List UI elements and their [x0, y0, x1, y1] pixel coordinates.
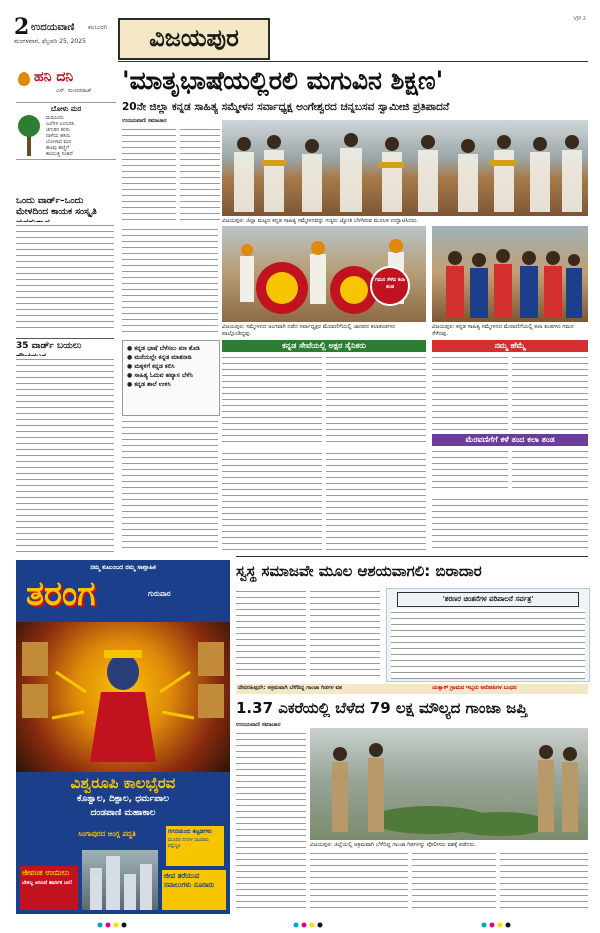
feature-rule — [236, 556, 588, 557]
highlights-box — [122, 340, 220, 416]
advert-top-line: ನಮ್ಮ ಕುಟುಂಬದ ನಮ್ಮ ಸಾಪ್ತಾಹಿಕ — [90, 564, 156, 571]
bottom-left-body — [16, 356, 114, 554]
advert-day: ಗುರುವಾರ — [148, 590, 171, 598]
poem-line: ಬೋಳಾದ ಮರ — [46, 139, 71, 145]
feature-body-col1 — [236, 588, 306, 680]
lead-body-col1b — [122, 226, 218, 336]
ganja-kicker-band — [236, 684, 588, 694]
section-box-2-title: ನಮ್ಮ ಹೆಮ್ಮೆ — [432, 340, 588, 352]
honey-drop-brand — [16, 68, 116, 98]
section-box-2-body2 — [512, 354, 588, 430]
highlight-item: ● ಮಕ್ಕಳಿಗೆ ಕನ್ನಡ ಕಲಿಸಿ — [127, 363, 175, 370]
ganja-body-col1 — [236, 730, 306, 908]
section-box-2 — [432, 340, 588, 430]
poem-illustration — [16, 112, 42, 156]
highlight-item: ● ಕನ್ನಡ ಭಾಷೆ ಬೆಳೆಸಲು ಪಣ ತೊಡಿ — [127, 345, 200, 352]
inauguration-photo — [222, 120, 588, 216]
paper-name: ಉದಯವಾಣಿ — [31, 22, 75, 33]
print-registration-bar — [60, 914, 540, 922]
highlight-item: ● ಮನೆಯಲ್ಲೇ ಕನ್ನಡ ಮಾತನಾಡಿ — [127, 354, 192, 361]
lead-body-col2 — [180, 126, 220, 220]
ganja-body-col2 — [310, 850, 408, 908]
advert-photo-strip — [82, 850, 158, 910]
section-box-3-title: ಮೆರವಣಿಗೆಗೆ ಕಳೆ ತಂದ ಕಲಾ ತಂಡ — [432, 434, 588, 446]
city-small: ಕಲಬುರಗಿ — [88, 24, 108, 31]
advert-promo4: ಗಗನಚುಂಬಿ ಕಟ್ಟಡಗಳು — [168, 828, 212, 835]
honey-drop-title: ಹನಿ ದನಿ — [34, 69, 74, 85]
ganja-photo — [310, 728, 588, 840]
lead-subheadline: 20ನೇ ಜಿಲ್ಲಾ ಕನ್ನಡ ಸಾಹಿತ್ಯ ಸಮ್ಮೇಳನ ಸರ್ವಾಧ್ಯಕ್ಷ ಅಂಗೇಶ್ವರದ ಚನ್ನಬಸವ ಸ್ವಾಮೀಜಿ ಪ್ರತಿಪಾದನೆ — [122, 101, 450, 113]
advert-feature-sub2: ದಂಡಪಾಣಿ ಮಹಾಕಾಲ — [90, 808, 156, 818]
section-box-3 — [432, 434, 588, 492]
taranga-advert — [16, 560, 230, 914]
ganja-body-col3 — [412, 850, 496, 908]
left-story-body — [16, 222, 114, 332]
feature-headline: ಸ್ವಸ್ಥ ಸಮಾಜವೇ ಮೂಲ ಆಶಯವಾಗಲಿ: ಬಿರಾದಾರ — [236, 562, 482, 580]
feature-quote-text: 'ಶರಣರ ಚಿಂತನೆಗಳ ಪರಿಪಾಲನೆ ಸರ್ವತ್ರ' — [397, 592, 579, 607]
lead-headline: 'ಮಾತೃಭಾಷೆಯಲ್ಲಿರಲಿ ಮಗುವಿನ ಶಿಕ್ಷಣ' — [122, 66, 444, 95]
ganja-kicker: ದೇವರಹಿಪ್ಪರಗಿ: ಅಕ್ರಮವಾಗಿ ಬೆಳೆದಿದ್ದ ಗಾಂಜಾ ಗಿಡಗಳ ವಶ — [238, 685, 343, 691]
advert-magazine-name: ತರಂಗ — [26, 574, 96, 614]
police-seizure-figures — [310, 728, 588, 840]
deity-illustration — [16, 622, 230, 772]
procession-caption: ವಿಜಯಪುರ: ಸಮ್ಮೇಳನದ ಅಂಗವಾಗಿ ನಡೆದ ಸರ್ವಾಧ್ಯಕ್ಷರ ಮೆರವಣಿಗೆಯಲ್ಲಿ ಜಾನಪದ ಕಲಾತಂಡಗಳು ಪಾಲ್ಗೊಂಡಿದ್ದವು. — [222, 324, 396, 337]
dancers-caption: ವಿಜಯಪುರ: ಕನ್ನಡ ಸಾಹಿತ್ಯ ಸಮ್ಮೇಳನದ ಮೆರವಣಿಗೆಯಲ್ಲಿ ಕಲಾ ತಂಡಗಳು ಗಮನ ಸೆಳೆದವು. — [432, 324, 574, 337]
kalabhairava-figure-icon — [16, 622, 230, 772]
section-box-1-body — [222, 354, 322, 446]
poem-line: ಮರವಿಂದು — [46, 115, 64, 121]
masthead-rule — [118, 61, 588, 62]
ganja-kicker2: ಯತ್ನಾಳ್ ಗ್ರಾಮದ ಇಬ್ಬರು ಆರೋಪಿಗಳ ಬಂಧನ — [432, 685, 517, 691]
corner-code: VJP 2 — [573, 16, 586, 22]
highlight-item: ● ಸಾಹಿತ್ಯ ಓದುವ ಹವ್ಯಾಸ ಬೆಳೆಸಿ — [127, 372, 193, 379]
section-box-1-body2 — [326, 354, 426, 446]
highlights-list — [123, 341, 219, 392]
advert-promo4-box — [166, 826, 224, 866]
edition-box — [118, 18, 270, 60]
poem-line: ನಾಳೆಯ ಹಸಿರು — [46, 133, 71, 139]
advert-promo1: ಜೀವಂತ ಉಯಿಲು — [22, 868, 70, 877]
feature-body-col2 — [310, 588, 380, 680]
advert-promo1-sub: ಬೇಕಿಲ್ಲ ಅನಿಸಿದೆ ಹಾರ್ದಿಕ ಜನ! — [22, 880, 73, 886]
lead-body-col1 — [122, 126, 176, 220]
edition-title: ವಿಜಯಪುರ — [149, 23, 239, 52]
lead-body-lower-c — [432, 496, 588, 552]
lead-dateline: ಉದಯವಾಣಿ ಸಮಾಚಾರ — [122, 118, 167, 124]
divider — [16, 338, 114, 339]
ganja-body-col4 — [500, 850, 588, 908]
poem-line: ಹೂವು ಹಣ್ಣಿಗೆ — [46, 145, 69, 151]
skyscraper-icon — [82, 850, 158, 910]
tree-icon — [16, 112, 42, 156]
procession-photo — [222, 226, 426, 322]
advert-feature-title: ವಿಶ್ವರೂಪಿ ಕಾಲಭೈರವ — [70, 774, 176, 792]
poem-title: ಬೋಳು ಮರ — [50, 105, 82, 113]
section-box-2-body — [432, 354, 508, 430]
art-troupe-badge-text: ಗಮನ ಸೆಳೆದ ಕಲಾ ತಂಡ — [375, 277, 405, 290]
honey-drop-author: ಎಸ್. ಸುಂದರರಾಜ್ — [56, 88, 92, 94]
lead-body-col1c — [122, 418, 218, 552]
advert-promo2-box — [162, 870, 226, 910]
advert-promo1-box — [20, 866, 78, 910]
drop-icon — [18, 72, 30, 86]
advert-promo3: ಸಿಂಗಾಪುರದ ಆಂಗ್ಲ ಪದ್ಧತಿ — [78, 830, 136, 838]
advert-promo2: ಜೀವ ತರೆಯುವ ಸವಾಲುಗಳು ನೂರಾರು — [164, 872, 215, 889]
highlight-item: ● ಕನ್ನಡ ಶಾಲೆ ಉಳಿಸಿ — [127, 381, 171, 388]
ganja-dateline: ಉದಯವಾಣಿ ಸಮಾಚಾರ — [236, 722, 281, 728]
ganja-caption: ವಿಜಯಪುರ: ಜಿಲ್ಲೆಯಲ್ಲಿ ಅಕ್ರಮವಾಗಿ ಬೆಳೆದಿದ್ದ ಗಾಂಜಾ ಗಿಡಗಳನ್ನು ಪೊಲೀಸರು ವಶಕ್ಕೆ ಪಡೆದರು. — [310, 842, 477, 848]
poem-line: ಎಲೆಗಳ ಉದುರಿಸಿ — [46, 121, 75, 127]
page-number: 2 — [14, 14, 30, 40]
lead-body-lower-b — [326, 450, 426, 552]
left-story-headline: ಒಂದು ವಾರ್ಡ್‌–ಒಂದು ಮೇಳದಿಂದ ಕಾಯಕ ಸಂಸ್ಕೃತಿ — [16, 196, 97, 217]
lead-body-lower-a — [222, 450, 322, 552]
feature-quote-box — [386, 588, 590, 682]
section-box-3-body — [432, 448, 508, 492]
poem-lines — [46, 115, 116, 157]
bottom-left-headline: 35 ವಾರ್ಡ್ ಬಯಲು — [16, 341, 82, 351]
section-box-3-body2 — [512, 448, 588, 492]
feature-quote-body — [391, 609, 585, 679]
poem-line: ಕಾಯುತ್ತ ನಿಂತಿದೆ — [46, 151, 73, 157]
crowd-figures — [222, 120, 588, 216]
advert-feature-sub1: ಕೊತ್ವಾಲ, ದಿಕ್ಪಾಲ, ಧರ್ಮಪಾಲ — [76, 794, 170, 804]
inauguration-caption: ವಿಜಯಪುರ: ಜಿಲ್ಲಾ ಮಟ್ಟದ ಕನ್ನಡ ಸಾಹಿತ್ಯ ಸಮ್ಮೇಳನವನ್ನು ಗಣ್ಯರು ಜ್ಯೋತಿ ಬೆಳಗಿಸುವ ಮೂಲಕ ಉದ್ಘಾಟಿಸಿದರು. — [222, 218, 419, 224]
dancers-photo — [432, 226, 588, 322]
section-box-1 — [222, 340, 426, 446]
section-box-1-title: ಕನ್ನಡ ಸೇವೆಯಲ್ಲಿ ಅಕ್ಷರ ಸೈನಿಕರು — [222, 340, 426, 352]
masthead — [0, 0, 600, 62]
art-troupe-badge — [370, 266, 410, 306]
dancers-figures — [432, 226, 588, 322]
advert-promo4-sub: ಮುಂದಿನ ದಿನಗಳ ಸಾವಿರಾರು ವಸ್ತುಸ್ಥಿತಿ — [168, 838, 209, 849]
date-line: ಮಂಗಳವಾರ, ಫೆಬ್ರವರಿ 25, 2025 — [14, 38, 86, 45]
poem-line: ಚಿಗುರಿನ ಕನಸು — [46, 127, 70, 133]
ganja-headline: 1.37 ಎಕರೆಯಲ್ಲಿ ಬೆಳೆದ 79 ಲಕ್ಷ ಮೌಲ್ಯದ ಗಾಂಜಾ ಜಪ್ತಿ — [236, 699, 528, 717]
